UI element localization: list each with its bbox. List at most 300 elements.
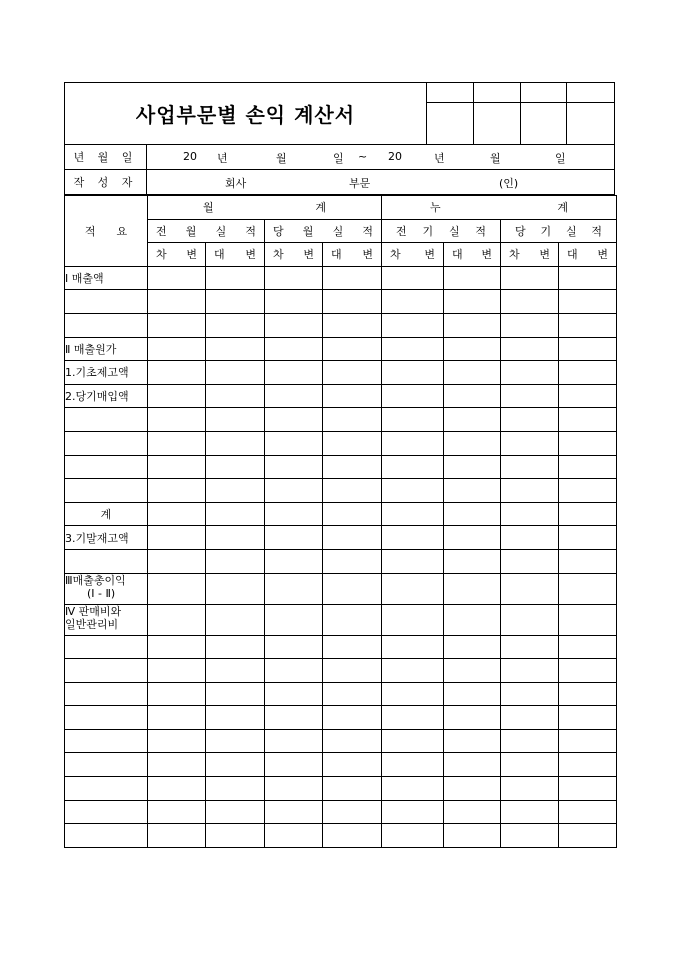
amount-cell[interactable]: [382, 479, 444, 503]
amount-cell[interactable]: [382, 777, 444, 801]
amount-cell[interactable]: [265, 800, 323, 824]
row-item-label: [65, 682, 148, 706]
header-char: 기: [540, 224, 552, 238]
amount-cell[interactable]: [444, 290, 501, 314]
table-row: [65, 337, 617, 361]
header-char: 실: [332, 224, 344, 238]
amount-cell[interactable]: [206, 431, 265, 455]
amount-cell[interactable]: [444, 337, 501, 361]
table-row: [65, 455, 617, 479]
start-year-unit: 년: [217, 152, 228, 165]
amount-cell[interactable]: [444, 573, 501, 604]
row-item-label: Ⅱ 매출원가: [65, 337, 148, 361]
row-item-label: 계: [65, 502, 148, 526]
approval-box-label: [474, 83, 521, 103]
table-row: [65, 266, 617, 290]
amount-cell[interactable]: [559, 526, 617, 550]
amount-cell[interactable]: [265, 777, 323, 801]
amount-cell[interactable]: [265, 549, 323, 573]
amount-cell[interactable]: [265, 706, 323, 730]
header-char: 누: [430, 201, 441, 215]
amount-cell[interactable]: [382, 573, 444, 604]
amount-cell[interactable]: [206, 659, 265, 683]
amount-cell[interactable]: [206, 729, 265, 753]
amount-cell[interactable]: [501, 361, 559, 385]
debit-header: [382, 243, 444, 267]
header-char: 변: [424, 248, 436, 262]
amount-cell[interactable]: [444, 753, 501, 777]
amount-cell[interactable]: [265, 266, 323, 290]
amount-cell[interactable]: [444, 266, 501, 290]
amount-cell[interactable]: [501, 800, 559, 824]
credit-header: [559, 243, 617, 267]
document-title: 사업부문별 손익 계산서: [65, 83, 427, 144]
amount-cell[interactable]: [206, 526, 265, 550]
amount-cell[interactable]: [559, 431, 617, 455]
author-label: 작 성 자: [65, 170, 147, 194]
header-char: 월: [203, 201, 214, 215]
amount-cell[interactable]: [265, 753, 323, 777]
amount-cell[interactable]: [206, 604, 265, 635]
header-char: 전: [156, 224, 167, 238]
amount-cell[interactable]: [559, 266, 617, 290]
amount-cell[interactable]: [148, 659, 206, 683]
row-item-label: [65, 431, 148, 455]
amount-cell[interactable]: [265, 431, 323, 455]
amount-cell[interactable]: [444, 479, 501, 503]
row-item-label: [65, 824, 148, 848]
row-item-label: Ⅰ 매출액: [65, 266, 148, 290]
amount-cell[interactable]: [206, 479, 265, 503]
table-row: [65, 479, 617, 503]
end-month-unit: 월: [490, 152, 501, 165]
amount-cell[interactable]: [265, 502, 323, 526]
amount-cell[interactable]: [323, 526, 382, 550]
header-char: 변: [245, 248, 256, 262]
header-char: 전: [396, 224, 407, 238]
amount-cell[interactable]: [265, 573, 323, 604]
amount-cell[interactable]: [148, 408, 206, 432]
author-row: [64, 170, 615, 195]
credit-header: [206, 243, 265, 267]
amount-cell[interactable]: [501, 659, 559, 683]
amount-cell[interactable]: [501, 777, 559, 801]
amount-cell[interactable]: [444, 408, 501, 432]
row-item-label: [65, 604, 148, 635]
amount-cell[interactable]: [382, 408, 444, 432]
amount-cell[interactable]: [382, 549, 444, 573]
approval-boxes: [427, 83, 614, 144]
row-item-label: [65, 659, 148, 683]
amount-cell[interactable]: [148, 682, 206, 706]
document-header: [64, 82, 615, 145]
header-row-groups: [65, 196, 617, 220]
amount-cell[interactable]: [444, 455, 501, 479]
amount-cell[interactable]: [382, 706, 444, 730]
header-char: 적: [591, 224, 603, 238]
cumulative-total-header: [382, 196, 617, 220]
header-char: 당: [273, 224, 284, 238]
amount-cell[interactable]: [501, 408, 559, 432]
amount-cell[interactable]: [323, 635, 382, 659]
amount-cell[interactable]: [323, 706, 382, 730]
seal-label: (인): [499, 177, 519, 190]
amount-cell[interactable]: [382, 455, 444, 479]
row-item-line: 일반관리비: [65, 617, 119, 631]
amount-cell[interactable]: [265, 313, 323, 337]
amount-cell[interactable]: [148, 800, 206, 824]
amount-cell[interactable]: [265, 635, 323, 659]
amount-cell[interactable]: [206, 384, 265, 408]
header-char: 대: [331, 248, 342, 262]
header-char: 적: [475, 224, 487, 238]
amount-cell[interactable]: [444, 777, 501, 801]
amount-cell[interactable]: [382, 604, 444, 635]
amount-cell[interactable]: [382, 313, 444, 337]
amount-cell[interactable]: [206, 635, 265, 659]
amount-cell[interactable]: [148, 573, 206, 604]
amount-cell[interactable]: [444, 431, 501, 455]
amount-cell[interactable]: [559, 455, 617, 479]
amount-cell[interactable]: [501, 431, 559, 455]
table-row: [65, 361, 617, 385]
credit-header: [323, 243, 382, 267]
amount-cell[interactable]: [323, 431, 382, 455]
amount-cell[interactable]: [148, 479, 206, 503]
amount-cell[interactable]: [323, 549, 382, 573]
header-char: 기: [422, 224, 434, 238]
amount-cell[interactable]: [265, 659, 323, 683]
monthly-total-header: [148, 196, 382, 220]
row-item-label: [65, 549, 148, 573]
amount-cell[interactable]: [501, 526, 559, 550]
amount-cell[interactable]: [265, 604, 323, 635]
amount-cell[interactable]: [206, 706, 265, 730]
table-row: [65, 682, 617, 706]
amount-cell[interactable]: [559, 384, 617, 408]
amount-cell[interactable]: [382, 502, 444, 526]
amount-cell[interactable]: [206, 573, 265, 604]
row-item-label: [65, 455, 148, 479]
header-char: 적: [245, 224, 256, 238]
amount-cell[interactable]: [206, 337, 265, 361]
amount-cell[interactable]: [382, 526, 444, 550]
amount-cell[interactable]: [148, 361, 206, 385]
header-char: 차: [509, 248, 520, 262]
amount-cell[interactable]: [559, 753, 617, 777]
end-day-unit: 일: [555, 152, 566, 165]
amount-cell[interactable]: [206, 408, 265, 432]
amount-cell[interactable]: [323, 502, 382, 526]
amount-cell[interactable]: [323, 729, 382, 753]
amount-cell[interactable]: [148, 455, 206, 479]
amount-cell[interactable]: [501, 313, 559, 337]
amount-cell[interactable]: [382, 753, 444, 777]
amount-cell[interactable]: [559, 682, 617, 706]
table-row: [65, 313, 617, 337]
amount-cell[interactable]: [265, 290, 323, 314]
approval-box-sign[interactable]: [521, 103, 568, 144]
table-row: [65, 706, 617, 730]
amount-cell[interactable]: [265, 408, 323, 432]
table-row: [65, 659, 617, 683]
table-row: [65, 408, 617, 432]
amount-cell[interactable]: [206, 777, 265, 801]
amount-cell[interactable]: [501, 337, 559, 361]
amount-cell[interactable]: [148, 266, 206, 290]
company-label: 회사: [225, 177, 247, 190]
table-row: [65, 549, 617, 573]
amount-cell[interactable]: [382, 635, 444, 659]
amount-cell[interactable]: [323, 337, 382, 361]
amount-cell[interactable]: [444, 549, 501, 573]
amount-cell[interactable]: [501, 479, 559, 503]
header-char: 대: [452, 248, 463, 262]
amount-cell[interactable]: [559, 502, 617, 526]
amount-cell[interactable]: [559, 800, 617, 824]
amount-cell[interactable]: [501, 573, 559, 604]
amount-cell[interactable]: [559, 729, 617, 753]
table-row: [65, 573, 617, 604]
debit-header: [148, 243, 206, 267]
table-row: [65, 824, 617, 848]
header-char: 변: [539, 248, 551, 262]
credit-header: [444, 243, 501, 267]
amount-cell[interactable]: [382, 682, 444, 706]
amount-cell[interactable]: [148, 337, 206, 361]
amount-cell[interactable]: [559, 313, 617, 337]
header-char: 계: [557, 201, 569, 215]
amount-cell[interactable]: [501, 549, 559, 573]
row-item-label: [65, 753, 148, 777]
amount-cell[interactable]: [148, 313, 206, 337]
amount-cell[interactable]: [323, 573, 382, 604]
amount-cell[interactable]: [206, 455, 265, 479]
department-label: 부문: [349, 177, 371, 190]
amount-cell[interactable]: [444, 313, 501, 337]
amount-cell[interactable]: [382, 659, 444, 683]
amount-cell[interactable]: [206, 800, 265, 824]
amount-cell[interactable]: [444, 526, 501, 550]
amount-cell[interactable]: [265, 337, 323, 361]
amount-cell[interactable]: [444, 502, 501, 526]
row-item-label: 1.기초제고액: [65, 361, 148, 385]
amount-cell[interactable]: [206, 361, 265, 385]
amount-cell[interactable]: [382, 290, 444, 314]
amount-cell[interactable]: [559, 549, 617, 573]
amount-cell[interactable]: [501, 635, 559, 659]
amount-cell[interactable]: [323, 659, 382, 683]
header-char: 월: [302, 224, 314, 238]
amount-cell[interactable]: [444, 635, 501, 659]
amount-cell[interactable]: [559, 604, 617, 635]
amount-cell[interactable]: [382, 431, 444, 455]
row-item-line: (Ⅰ - Ⅱ): [87, 586, 116, 600]
amount-cell[interactable]: [559, 706, 617, 730]
amount-cell[interactable]: [148, 502, 206, 526]
amount-cell[interactable]: [444, 682, 501, 706]
period-label: 년 월 일: [65, 145, 147, 169]
amount-cell[interactable]: [206, 313, 265, 337]
amount-cell[interactable]: [382, 800, 444, 824]
amount-cell[interactable]: [444, 729, 501, 753]
amount-cell[interactable]: [323, 266, 382, 290]
amount-cell[interactable]: [148, 526, 206, 550]
row-item-label: [65, 800, 148, 824]
amount-cell[interactable]: [501, 266, 559, 290]
amount-cell[interactable]: [148, 549, 206, 573]
amount-cell[interactable]: [501, 502, 559, 526]
income-statement-table: [64, 195, 617, 848]
header-char: 대: [214, 248, 225, 262]
amount-cell[interactable]: [501, 682, 559, 706]
amount-cell[interactable]: [323, 753, 382, 777]
amount-cell[interactable]: [323, 800, 382, 824]
end-year[interactable]: 20: [388, 150, 402, 163]
amount-cell[interactable]: [148, 753, 206, 777]
amount-cell[interactable]: [559, 290, 617, 314]
amount-cell[interactable]: [206, 824, 265, 848]
header-char: 변: [481, 248, 493, 262]
amount-cell[interactable]: [206, 502, 265, 526]
amount-cell[interactable]: [206, 549, 265, 573]
amount-cell[interactable]: [501, 455, 559, 479]
amount-cell[interactable]: [323, 479, 382, 503]
amount-cell[interactable]: [444, 824, 501, 848]
amount-cell[interactable]: [206, 290, 265, 314]
range-separator: ~: [358, 150, 368, 163]
amount-cell[interactable]: [265, 455, 323, 479]
row-item-label: [65, 479, 148, 503]
approval-box-sign[interactable]: [567, 103, 614, 144]
amount-cell[interactable]: [265, 824, 323, 848]
amount-cell[interactable]: [382, 384, 444, 408]
table-row: [65, 800, 617, 824]
amount-cell[interactable]: [148, 729, 206, 753]
amount-cell[interactable]: [444, 659, 501, 683]
amount-cell[interactable]: [323, 824, 382, 848]
amount-cell[interactable]: [501, 824, 559, 848]
approval-box-label: [567, 83, 614, 103]
amount-cell[interactable]: [559, 824, 617, 848]
table-row: [65, 729, 617, 753]
row-item-label: [65, 777, 148, 801]
start-day-unit: 일: [333, 152, 344, 165]
start-month-unit: 월: [276, 152, 287, 165]
header-row-periods: [65, 219, 617, 243]
header-row-debit-credit: [65, 243, 617, 267]
amount-cell[interactable]: [559, 635, 617, 659]
end-year-unit: 년: [434, 152, 445, 165]
amount-cell[interactable]: [148, 384, 206, 408]
amount-cell[interactable]: [382, 729, 444, 753]
amount-cell[interactable]: [323, 455, 382, 479]
amount-cell[interactable]: [382, 824, 444, 848]
amount-cell[interactable]: [323, 604, 382, 635]
amount-cell[interactable]: [559, 479, 617, 503]
table-row: [65, 635, 617, 659]
amount-cell[interactable]: [444, 604, 501, 635]
amount-cell[interactable]: [148, 777, 206, 801]
amount-cell[interactable]: [323, 408, 382, 432]
amount-cell[interactable]: [265, 682, 323, 706]
amount-cell[interactable]: [501, 753, 559, 777]
header-char: 월: [185, 224, 197, 238]
amount-cell[interactable]: [559, 573, 617, 604]
amount-cell[interactable]: [148, 706, 206, 730]
amount-cell[interactable]: [148, 290, 206, 314]
amount-cell[interactable]: [265, 729, 323, 753]
amount-cell[interactable]: [444, 361, 501, 385]
amount-cell[interactable]: [148, 824, 206, 848]
start-year[interactable]: 20: [183, 150, 197, 163]
period-row: [64, 145, 615, 170]
amount-cell[interactable]: [444, 800, 501, 824]
table-row: [65, 290, 617, 314]
amount-cell[interactable]: [501, 384, 559, 408]
amount-cell[interactable]: [265, 526, 323, 550]
amount-cell[interactable]: [501, 706, 559, 730]
amount-cell[interactable]: [559, 361, 617, 385]
header-char: 차: [156, 248, 167, 262]
table-row: [65, 753, 617, 777]
amount-cell[interactable]: [382, 266, 444, 290]
amount-cell[interactable]: [501, 290, 559, 314]
row-item-label: [65, 706, 148, 730]
amount-cell[interactable]: [559, 337, 617, 361]
amount-cell[interactable]: [559, 408, 617, 432]
header-char: 차: [273, 248, 284, 262]
amount-cell[interactable]: [559, 659, 617, 683]
amount-cell[interactable]: [265, 361, 323, 385]
amount-cell[interactable]: [323, 777, 382, 801]
amount-cell[interactable]: [148, 604, 206, 635]
amount-cell[interactable]: [444, 384, 501, 408]
row-item-label: [65, 290, 148, 314]
row-item-label: [65, 729, 148, 753]
amount-cell[interactable]: [206, 682, 265, 706]
amount-cell[interactable]: [444, 706, 501, 730]
amount-cell[interactable]: [148, 635, 206, 659]
amount-cell[interactable]: [148, 431, 206, 455]
amount-cell[interactable]: [501, 604, 559, 635]
amount-cell[interactable]: [265, 479, 323, 503]
row-item-line: Ⅳ 판매비와: [65, 604, 122, 618]
amount-cell[interactable]: [323, 384, 382, 408]
amount-cell[interactable]: [323, 290, 382, 314]
debit-header: [265, 243, 323, 267]
header-char: 실: [448, 224, 460, 238]
amount-cell[interactable]: [501, 729, 559, 753]
amount-cell[interactable]: [382, 361, 444, 385]
row-item-label: [65, 635, 148, 659]
header-char: 계: [315, 201, 327, 215]
amount-cell[interactable]: [206, 266, 265, 290]
table-row: [65, 384, 617, 408]
amount-cell[interactable]: [323, 313, 382, 337]
header-char: 변: [303, 248, 314, 262]
approval-box-sign[interactable]: [474, 103, 521, 144]
amount-cell[interactable]: [206, 753, 265, 777]
amount-cell[interactable]: [382, 337, 444, 361]
amount-cell[interactable]: [323, 682, 382, 706]
amount-cell[interactable]: [265, 384, 323, 408]
amount-cell[interactable]: [559, 777, 617, 801]
header-char: 당: [515, 224, 526, 238]
approval-box-sign[interactable]: [427, 103, 474, 144]
amount-cell[interactable]: [323, 361, 382, 385]
header-char: 차: [390, 248, 401, 262]
